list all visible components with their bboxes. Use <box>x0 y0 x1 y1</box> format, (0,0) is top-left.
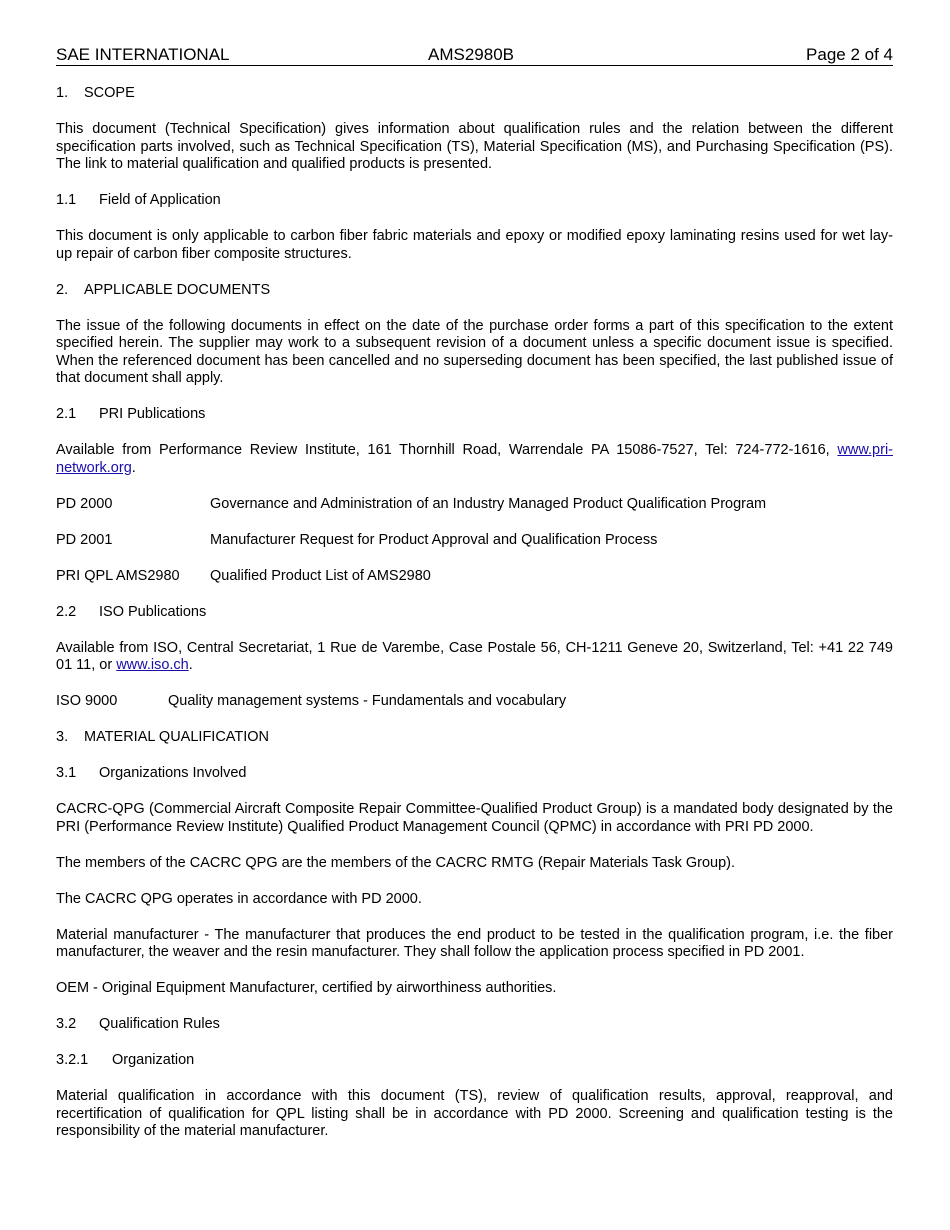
section-3-1-heading <box>56 765 893 783</box>
section-title: PRI Publications <box>99 406 206 422</box>
section-3-heading <box>56 729 893 747</box>
section-number: 3.2.1 <box>56 1052 89 1068</box>
section-2-2-heading <box>56 604 893 622</box>
reference-title: Manufacturer Request for Product Approval and Qualification Process <box>210 531 658 548</box>
pri-link-period: . <box>131 459 136 476</box>
reference-code: ISO 9000 <box>56 693 118 709</box>
section-title: ISO Publications <box>99 603 207 620</box>
section-number: 2.2 <box>56 603 77 620</box>
header-doc-id: AMS2980B <box>428 45 514 64</box>
iso-address: Available from ISO, Central Secretariat, 1 Rue de Varembe, Case Postale 56, CH-1211 Geneve 20, Switzerland, Tel: +41 22 749 01 11, or <box>56 639 893 673</box>
section-number: 3.2 <box>56 1016 77 1032</box>
section-number: 1.1 <box>56 192 77 208</box>
reference-title: Governance and Administration of an Industry Managed Product Qualification Program <box>210 495 767 512</box>
section-3-2-1-heading <box>56 1052 893 1070</box>
reference-pri-qpl <box>56 568 893 586</box>
section-1-text: This document (Technical Specification) gives information about qualification rules and the relation between the different specification parts involved, such as Technical Specification (TS), Material Specification (MS), and Purchasing Specification (PS). The link to material qualification and qualified products is presented. <box>56 121 893 172</box>
pri-website-link[interactable]: www.pri-network.org <box>56 442 893 476</box>
reference-code: PRI QPL AMS2980 <box>56 567 180 584</box>
section-1-1-heading <box>56 192 893 210</box>
section-title: Field of Application <box>99 192 221 208</box>
section-number: 1. <box>56 85 69 101</box>
page-header <box>56 44 893 66</box>
reference-iso-9000 <box>56 693 893 711</box>
section-number: 3.1 <box>56 765 77 781</box>
iso-website-link[interactable]: www.iso.ch <box>116 657 189 673</box>
section-3-2-heading <box>56 1016 893 1034</box>
header-page-number: Page 2 of 4 <box>806 45 893 64</box>
section-1-heading <box>56 85 893 103</box>
header-org: SAE INTERNATIONAL <box>56 45 230 64</box>
reference-title: Quality management systems - Fundamentals and vocabulary <box>168 693 567 709</box>
section-number: 2. <box>56 281 69 298</box>
section-title: SCOPE <box>84 85 135 101</box>
section-2-1-heading <box>56 406 893 424</box>
section-title: Qualification Rules <box>99 1016 220 1032</box>
paragraph-qpg-operations: The CACRC QPG operates in accordance with PD 2000. <box>56 890 422 907</box>
paragraph-oem: OEM - Original Equipment Manufacturer, certified by airworthiness authorities. <box>56 980 557 996</box>
paragraph-material-manufacturer: Material manufacturer - The manufacturer that produces the end product to be tested in the qualification program, i.e. the fiber manufacturer, the weaver and the resin manufacturer. They shall follow the application process specified in PD 2001. <box>56 926 893 960</box>
reference-pd-2000 <box>56 496 893 514</box>
section-title: Organization <box>112 1052 195 1068</box>
section-title: Organizations Involved <box>99 765 247 781</box>
section-title: MATERIAL QUALIFICATION <box>84 729 270 745</box>
iso-availability-text <box>56 640 893 675</box>
pri-address: Available from Performance Review Institute, 161 Thornhill Road, Warrendale PA 15086-7527, Tel: 724-772-1616, <box>56 442 838 458</box>
reference-code: PD 2000 <box>56 495 113 512</box>
section-3-2-1-text: Material qualification in accordance with this document (TS), review of qualification results, approval, reapproval, and recertification of qualification for QPL listing shall be in accordance with PD 2000. Screening and qualification testing is the responsibility of the material manufacturer. <box>56 1088 893 1139</box>
paragraph-cacrc-qpg: CACRC-QPG (Commercial Aircraft Composite Repair Committee-Qualified Product Group) is a mandated body designated by the PRI (Performance Review Institute) Qualified Product Management Council (QPMC) in accordance with PRI PD 2000. <box>56 801 893 835</box>
section-number: 3. <box>56 729 69 745</box>
document-page <box>56 44 893 1159</box>
section-2-text: The issue of the following documents in effect on the date of the purchase order forms a part of this specification to the extent specified herein. The supplier may work to a subsequent revision of a document unless a specific document issue is specified. When the referenced document has been cancelled and no superseding document has been specified, the last published issue of that document shall apply. <box>56 317 893 386</box>
section-title: APPLICABLE DOCUMENTS <box>84 281 271 298</box>
reference-pd-2001 <box>56 532 893 550</box>
iso-link-period: . <box>188 657 193 673</box>
section-number: 2.1 <box>56 406 77 422</box>
section-2-heading <box>56 282 893 300</box>
paragraph-qpg-members: The members of the CACRC QPG are the members of the CACRC RMTG (Repair Materials Task Group). <box>56 854 736 871</box>
section-1-1-text: This document is only applicable to carbon fiber fabric materials and epoxy or modified epoxy laminating resins used for wet lay-up repair of carbon fiber composite structures. <box>56 228 893 262</box>
reference-title: Qualified Product List of AMS2980 <box>210 567 431 584</box>
pri-availability-text <box>56 442 893 477</box>
reference-code: PD 2001 <box>56 531 113 548</box>
